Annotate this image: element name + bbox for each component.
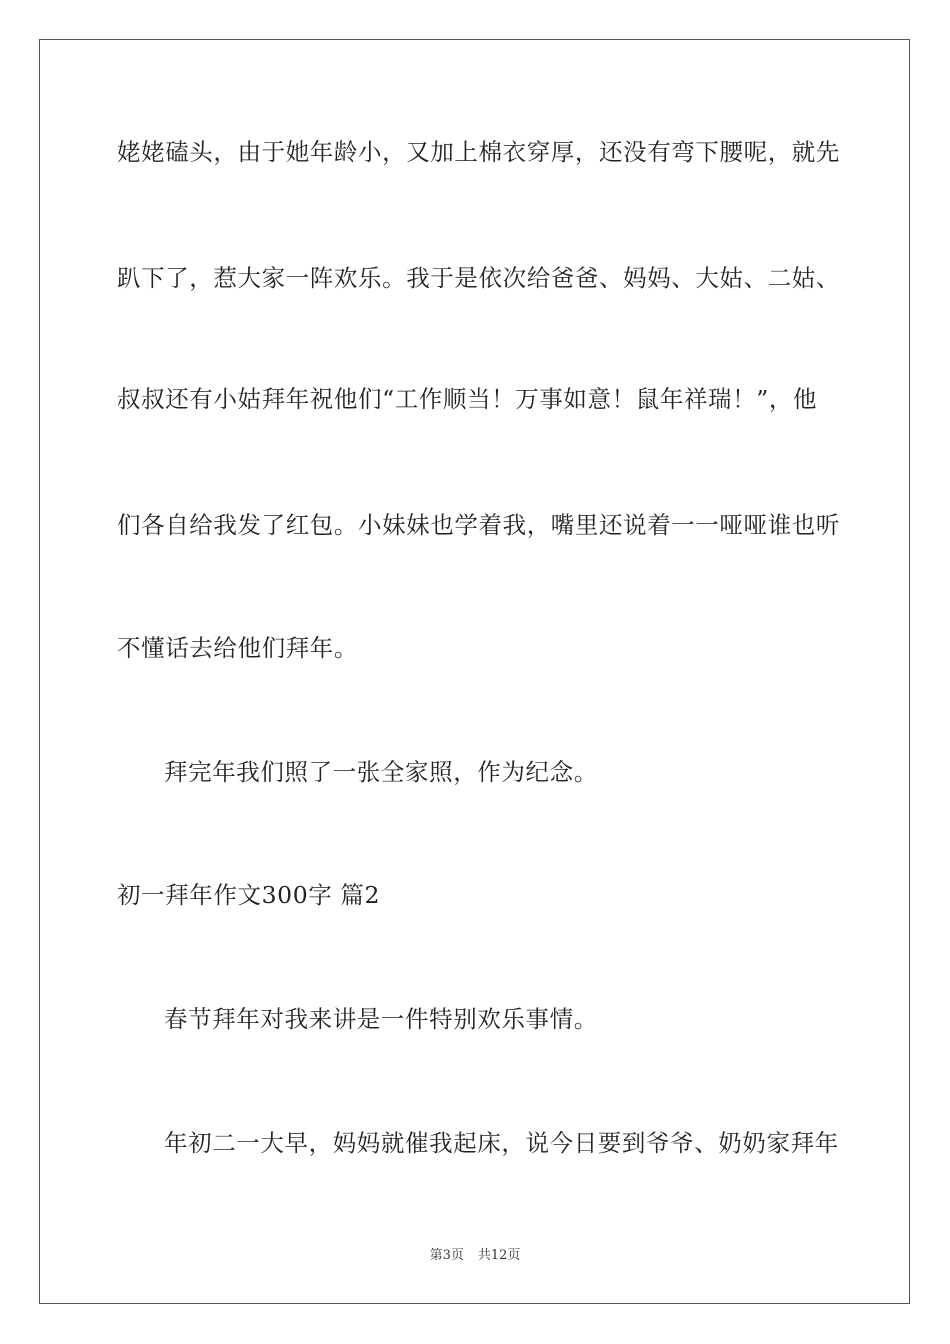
total-pages-label: 共12页 bbox=[477, 1248, 521, 1263]
paragraph-line-7: 春节拜年对我来讲是一件特别欢乐事情。 bbox=[164, 1005, 598, 1033]
page-frame bbox=[39, 39, 910, 1304]
paragraph-line-8: 年初二一大早，妈妈就催我起床，说今日要到爷爷、奶奶家拜年 bbox=[164, 1129, 839, 1157]
current-page-label: 第3页 bbox=[429, 1248, 464, 1263]
paragraph-line-6: 拜完年我们照了一张全家照，作为纪念。 bbox=[164, 758, 598, 786]
paragraph-line-5: 不懂话去给他们拜年。 bbox=[117, 634, 358, 662]
section-heading: 初一拜年作文300字 篇2 bbox=[117, 881, 381, 909]
paragraph-line-3: 叔叔还有小姑拜年祝他们“工作顺当！万事如意！鼠年祥瑞！”，他 bbox=[117, 385, 818, 413]
paragraph-line-4: 们各自给我发了红包。小妹妹也学着我，嘴里还说着一一哑哑谁也听 bbox=[117, 511, 840, 539]
page-footer bbox=[0, 1248, 950, 1264]
paragraph-line-1: 姥姥磕头，由于她年龄小，又加上棉衣穿厚，还没有弯下腰呢，就先 bbox=[117, 138, 840, 166]
paragraph-line-2: 趴下了，惹大家一阵欢乐。我于是依次给爸爸、妈妈、大姑、二姑、 bbox=[117, 264, 840, 292]
